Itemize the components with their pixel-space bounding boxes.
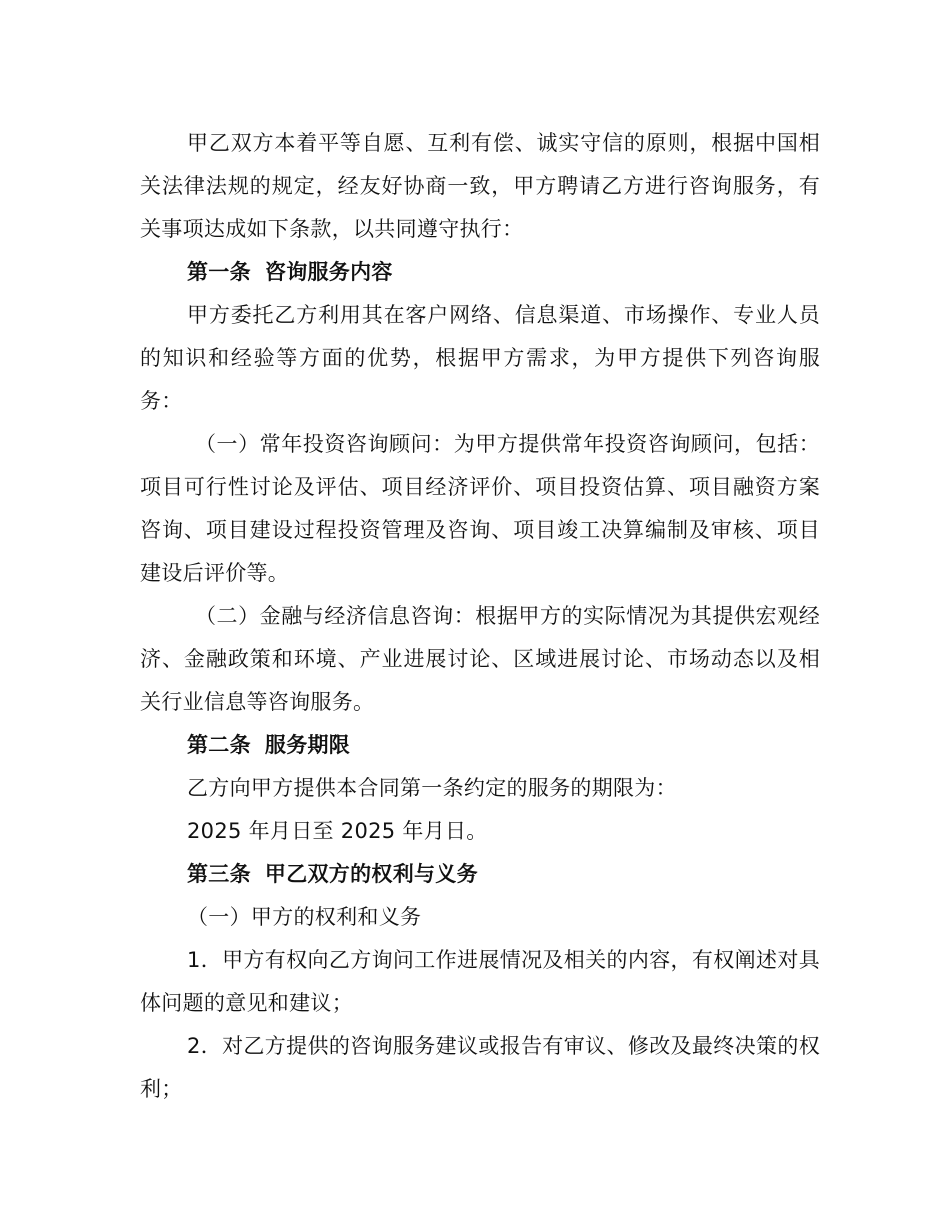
article3-number: 第三条 [187, 862, 251, 886]
article3-title: 甲乙双方的权利与义务 [264, 862, 478, 886]
article3-clause1: 1．甲方有权向乙方询问工作进展情况及相关的内容，有权阐述对具体问题的意见和建议； [140, 948, 820, 1015]
article3-clause2: 2．对乙方提供的咨询服务建议或报告有审议、修改及最终决策的权利； [140, 1034, 820, 1101]
intro-paragraph: 甲乙双方本着平等自愿、互利有偿、诚实守信的原则，根据中国相关法律法规的规定，经友好协商一致，甲方聘请乙方进行咨询服务，有关事项达成如下条款，以共同遵守执行： [140, 131, 820, 241]
contract-page [140, 122, 820, 1111]
article1-item1: （一）常年投资咨询顾问：为甲方提供常年投资咨询顾问，包括：项目可行性讨论及评估、项目经济评价、项目投资估算、项目融资方案咨询、项目建设过程投资管理及咨询、项目竣工决算编制及审核、项目建设后评价等。 [140, 432, 820, 585]
article1-title: 咨询服务内容 [264, 260, 393, 284]
article1-body: 甲方委托乙方利用其在客户网络、信息渠道、市场操作、专业人员的知识和经验等方面的优势，根据甲方需求，为甲方提供下列咨询服务： [140, 303, 820, 413]
article3-subheading-party-a: （一）甲方的权利和义务 [187, 905, 422, 929]
article2-body: 乙方向甲方提供本合同第一条约定的服务的期限为： [187, 776, 677, 800]
article3-heading [140, 853, 820, 896]
article2-period: 2025 年月日至 2025 年月日。 [187, 819, 488, 843]
article1-item2: （二）金融与经济信息咨询：根据甲方的实际情况为其提供宏观经济、金融政策和环境、产业进展讨论、区域进展讨论、市场动态以及相关行业信息等咨询服务。 [140, 604, 820, 714]
article2-title: 服务期限 [264, 733, 351, 757]
article2-number: 第二条 [187, 733, 251, 757]
article1-heading [140, 251, 820, 294]
article2-heading [140, 724, 820, 767]
article1-number: 第一条 [187, 260, 251, 284]
